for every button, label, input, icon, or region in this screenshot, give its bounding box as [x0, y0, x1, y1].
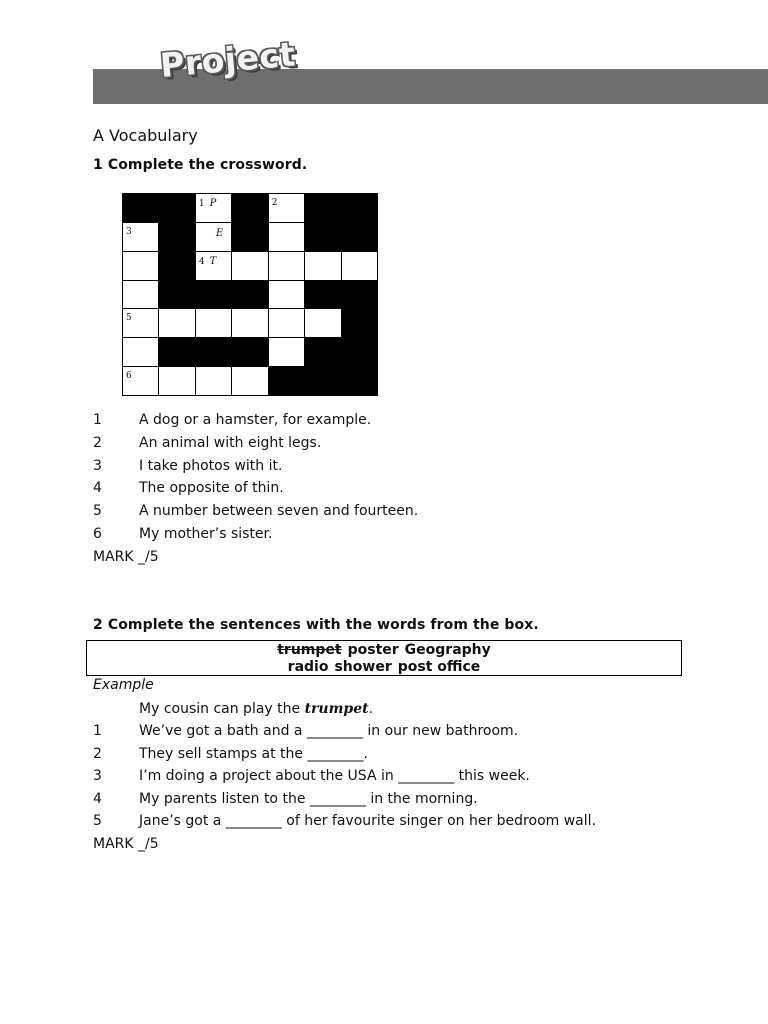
example-before: My cousin can play the	[139, 701, 305, 717]
example-answer: trumpet	[304, 701, 369, 717]
crossword-block	[342, 223, 377, 251]
item-number: 3	[93, 457, 102, 474]
box-word: Geography	[404, 642, 491, 658]
crossword-block	[232, 281, 267, 309]
item-number: 3	[93, 768, 102, 784]
crossword-block	[342, 309, 377, 337]
box-word: poster	[347, 642, 399, 658]
crossword-grid	[122, 193, 378, 396]
item-number: 4	[93, 480, 102, 497]
crossword-block	[232, 194, 267, 222]
crossword-cell[interactable]	[269, 281, 304, 309]
crossword-cell[interactable]	[159, 309, 194, 337]
example-label: Example	[93, 677, 154, 693]
clue-number: 6	[126, 371, 132, 382]
crossword-block	[159, 338, 194, 366]
crossword-cell[interactable]	[196, 367, 231, 395]
item-text: We’ve got a bath and a ________ in our new bathroom.	[139, 723, 519, 739]
task1-mark: MARK _/5	[93, 549, 159, 565]
crossword-block	[305, 194, 340, 222]
crossword-block	[159, 252, 194, 280]
item-number: 2	[93, 745, 102, 762]
crossword-cell[interactable]	[123, 338, 158, 366]
word-box-line-2	[87, 659, 681, 676]
item-number: 2	[93, 434, 102, 451]
clue-number: 1 P	[198, 198, 217, 209]
crossword-cell[interactable]	[123, 223, 158, 251]
crossword-block	[305, 223, 340, 251]
item-text: I take photos with it.	[139, 457, 283, 474]
box-word: shower	[334, 659, 392, 675]
example-after: .	[368, 701, 374, 717]
word-box-line-1	[87, 642, 681, 659]
clue-number: 2	[271, 198, 278, 208]
box-word: radio	[287, 659, 329, 675]
item-text: An animal with eight legs.	[139, 434, 322, 451]
item-text: Jane’s got a ________ of her favourite singer on her bedroom wall.	[139, 813, 596, 829]
crossword-cell[interactable]	[196, 194, 231, 222]
crossword-block	[269, 367, 304, 395]
crossword-cell[interactable]	[305, 309, 340, 337]
crossword-cell[interactable]	[269, 223, 304, 251]
item-text: A dog or a hamster, for example.	[139, 412, 372, 428]
clue-number: 4 T	[198, 255, 217, 267]
crossword-cell[interactable]	[196, 223, 231, 251]
item-text: They sell stamps at the ________.	[139, 745, 368, 762]
item-number: 4	[93, 790, 102, 807]
item-text: I’m doing a project about the USA in ________ this week.	[139, 768, 530, 784]
crossword-block	[159, 223, 194, 251]
crossword-block	[342, 367, 377, 395]
item-text: The opposite of thin.	[139, 480, 284, 497]
box-word: post office	[397, 659, 481, 675]
crossword-block	[159, 194, 194, 222]
crossword-cell[interactable]	[123, 281, 158, 309]
crossword-cell[interactable]	[269, 252, 304, 280]
crossword-block	[123, 194, 158, 222]
crossword-cell[interactable]	[123, 367, 158, 395]
crossword-cell[interactable]	[269, 309, 304, 337]
given-letter: P	[209, 198, 217, 209]
crossword-block	[305, 338, 340, 366]
item-number: 1	[93, 723, 102, 739]
item-text: A number between seven and fourteen.	[139, 503, 419, 520]
item-number: 5	[93, 503, 102, 520]
section-title: A Vocabulary	[93, 126, 198, 145]
crossword-cell[interactable]	[123, 252, 158, 280]
crossword-block	[342, 281, 377, 309]
project-logo: Project	[158, 34, 298, 85]
task1-title: 1 Complete the crossword.	[93, 157, 308, 173]
crossword-block	[305, 281, 340, 309]
item-number: 1	[93, 412, 102, 428]
crossword-cell[interactable]	[232, 367, 267, 395]
clue-number: 3	[126, 226, 132, 237]
crossword-block	[305, 367, 340, 395]
crossword-cell[interactable]	[196, 309, 231, 337]
box-word: trumpet	[277, 642, 342, 658]
crossword-cell[interactable]	[305, 252, 340, 280]
crossword-cell[interactable]	[232, 252, 267, 280]
crossword-cell[interactable]	[269, 194, 304, 222]
item-number: 5	[93, 813, 102, 829]
crossword-block	[342, 194, 377, 222]
crossword-cell[interactable]	[269, 338, 304, 366]
crossword-block	[232, 338, 267, 366]
item-text: My parents listen to the ________ in the morning.	[139, 790, 478, 807]
crossword-cell[interactable]	[232, 309, 267, 337]
item-text: My mother’s sister.	[139, 526, 273, 542]
task2-mark: MARK _/5	[93, 836, 159, 852]
crossword-cell[interactable]	[196, 252, 231, 280]
crossword-block	[159, 281, 194, 309]
crossword-cell[interactable]	[342, 252, 377, 280]
word-box	[86, 640, 682, 676]
example-sentence	[139, 701, 373, 717]
crossword-block	[196, 338, 231, 366]
task2-title: 2 Complete the sentences with the words from the box.	[93, 617, 539, 633]
crossword-block	[342, 338, 377, 366]
given-letter: T	[209, 255, 217, 267]
crossword-cell[interactable]	[123, 309, 158, 337]
given-letter: E	[215, 227, 224, 239]
clue-number: 5	[126, 313, 132, 324]
crossword-cell[interactable]	[159, 367, 194, 395]
crossword-block	[232, 223, 267, 251]
crossword-block	[196, 281, 231, 309]
item-number: 6	[93, 526, 102, 542]
